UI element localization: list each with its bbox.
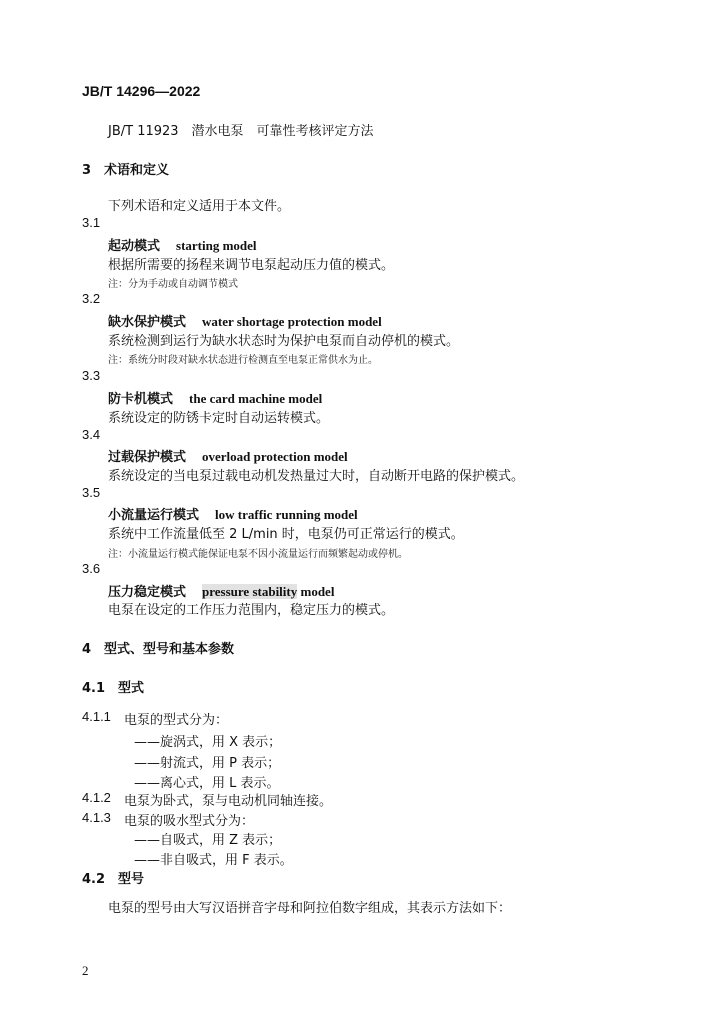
term-title bbox=[108, 446, 348, 465]
term-note: 注：分为手动或自动调节模式 bbox=[108, 279, 238, 290]
term-zh: 防卡机模式 bbox=[108, 392, 174, 407]
clause-number: 4.1.2 bbox=[82, 790, 111, 805]
list-item: ——自吸式，用 Z 表示； bbox=[134, 833, 282, 848]
term-definition: 系统设定的防锈卡定时自动运转模式。 bbox=[108, 411, 330, 426]
clause-number: 4.1.3 bbox=[82, 810, 111, 825]
paragraph: 电泵的型号由大写汉语拼音字母和阿拉伯数字组成，其表示方法如下： bbox=[108, 901, 512, 916]
section-3-intro: 下列术语和定义适用于本文件。 bbox=[108, 199, 291, 214]
term-number: 3.4 bbox=[82, 427, 101, 442]
term-en-rest: model bbox=[297, 584, 335, 599]
term-definition: 系统中工作流量低至 2 L/min 时，电泵仍可正常运行的模式。 bbox=[108, 527, 464, 542]
term-number: 3.1 bbox=[82, 215, 101, 230]
term-en: starting model bbox=[176, 238, 257, 253]
term-en bbox=[202, 584, 334, 599]
clause-text: 电泵的型式分为： bbox=[124, 713, 229, 728]
term-zh: 起动模式 bbox=[108, 239, 161, 254]
term-number: 3.6 bbox=[82, 561, 101, 576]
term-title bbox=[108, 235, 257, 254]
term-zh: 小流量运行模式 bbox=[108, 508, 200, 523]
highlighted-text: pressure stability bbox=[202, 584, 298, 599]
subsection-4-2-heading: 4.2 型号 bbox=[82, 872, 145, 887]
clause-text: 电泵为卧式，泵与电动机同轴连接。 bbox=[124, 794, 333, 809]
term-number: 3.2 bbox=[82, 291, 101, 306]
term-note: 注：系统分时段对缺水状态进行检测直至电泵正常供水为止。 bbox=[108, 355, 378, 366]
list-item: ——旋涡式，用 X 表示； bbox=[134, 735, 282, 750]
term-definition: 电泵在设定的工作压力范围内，稳定压力的模式。 bbox=[108, 603, 395, 618]
list-item: ——射流式，用 P 表示； bbox=[134, 756, 281, 771]
document-id: JB/T 14296—2022 bbox=[82, 83, 201, 99]
term-zh: 过载保护模式 bbox=[108, 450, 187, 465]
term-title bbox=[108, 388, 322, 407]
term-title bbox=[108, 504, 358, 523]
term-number: 3.5 bbox=[82, 485, 101, 500]
clause-number: 4.1.1 bbox=[82, 709, 111, 724]
list-item: ——非自吸式，用 F 表示。 bbox=[134, 853, 293, 868]
reference-entry: JB/T 11923 潜水电泵 可靠性考核评定方法 bbox=[108, 124, 374, 139]
term-en: the card machine model bbox=[189, 391, 323, 406]
term-title bbox=[108, 311, 382, 330]
term-zh: 压力稳定模式 bbox=[108, 585, 187, 600]
term-definition: 系统检测到运行为缺水状态时为保护电泵而自动停机的模式。 bbox=[108, 334, 460, 349]
term-en: low traffic running model bbox=[215, 507, 358, 522]
term-number: 3.3 bbox=[82, 368, 101, 383]
term-en: overload protection model bbox=[202, 449, 348, 464]
term-zh: 缺水保护模式 bbox=[108, 315, 187, 330]
section-4-heading: 4 型式、型号和基本参数 bbox=[82, 642, 235, 657]
subsection-4-1-heading: 4.1 型式 bbox=[82, 681, 145, 696]
term-definition: 系统设定的当电泵过载电动机发热量过大时，自动断开电路的保护模式。 bbox=[108, 469, 525, 484]
clause-text: 电泵的吸水型式分为： bbox=[124, 814, 255, 829]
term-definition: 根据所需要的扬程来调节电泵起动压力值的模式。 bbox=[108, 258, 395, 273]
section-3-heading: 3 术语和定义 bbox=[82, 163, 170, 178]
list-item: ——离心式，用 L 表示。 bbox=[134, 776, 280, 791]
term-title bbox=[108, 581, 334, 600]
term-en: water shortage protection model bbox=[202, 314, 382, 329]
page-number: 2 bbox=[82, 963, 89, 978]
term-note: 注：小流量运行模式能保证电泵不因小流量运行而频繁起动或停机。 bbox=[108, 549, 408, 560]
